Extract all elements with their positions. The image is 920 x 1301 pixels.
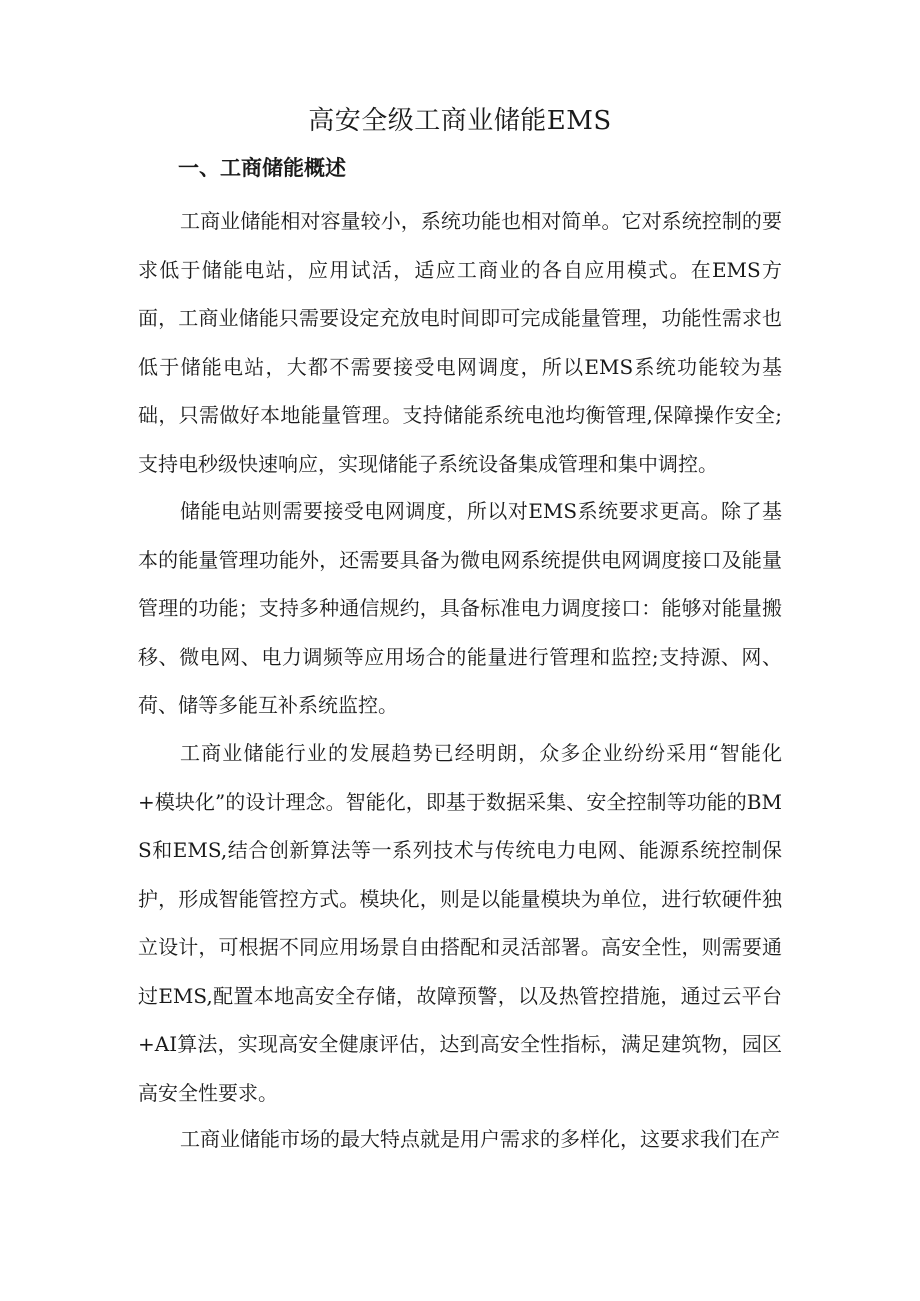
- document-title: 高安全级工商业储能EMS: [308, 106, 612, 136]
- paragraph: 工商业储能行业的发展趋势已经明朗，众多企业纷纷采用“智能化+模块化”的设计理念。智能化，即基于数据采集、安全控制等功能的BMS和EMS,结合创新算法等一系列技术与传统电力电网、能源系统控制保护，形成智能管控方式。模块化，则是以能量模块为单位，进行软硬件独立设计，可根据不同应用场景自由搭配和灵活部署。高安全性，则需要通过EMS,配置本地高安全存储，故障预警，以及热管控措施，通过云平台+AI算法，实现高安全健康评估，达到高安全性指标，满足建筑物，园区高安全性要求。: [138, 741, 782, 1105]
- paragraph: 工商业储能相对容量较小，系统功能也相对简单。它对系统控制的要求低于储能电站，应用试活，适应工商业的各自应用模式。在EMS方面，工商业储能只需要设定充放电时间即可完成能量管理，功能性需求也低于储能电站，大都不需要接受电网调度，所以EMS系统功能较为基础，只需做好本地能量管理。支持储能系统电池均衡管理,保障操作安全;支持电秒级快速响应，实现储能子系统设备集成管理和集中调控。: [138, 209, 782, 476]
- paragraph: 工商业储能市场的最大特点就是用户需求的多样化，这要求我们在产: [180, 1127, 780, 1151]
- paragraph: 储能电站则需要接受电网调度，所以对EMS系统要求更高。除了基本的能量管理功能外，还需要具备为微电网系统提供电网调度接口及能量管理的功能；支持多种通信规约，具备标准电力调度接口：能够对能量搬移、微电网、电力调频等应用场合的能量进行管理和监控;支持源、网、荷、储等多能互补系统监控。: [138, 499, 782, 717]
- section-heading: 一、工商储能概述: [178, 156, 346, 180]
